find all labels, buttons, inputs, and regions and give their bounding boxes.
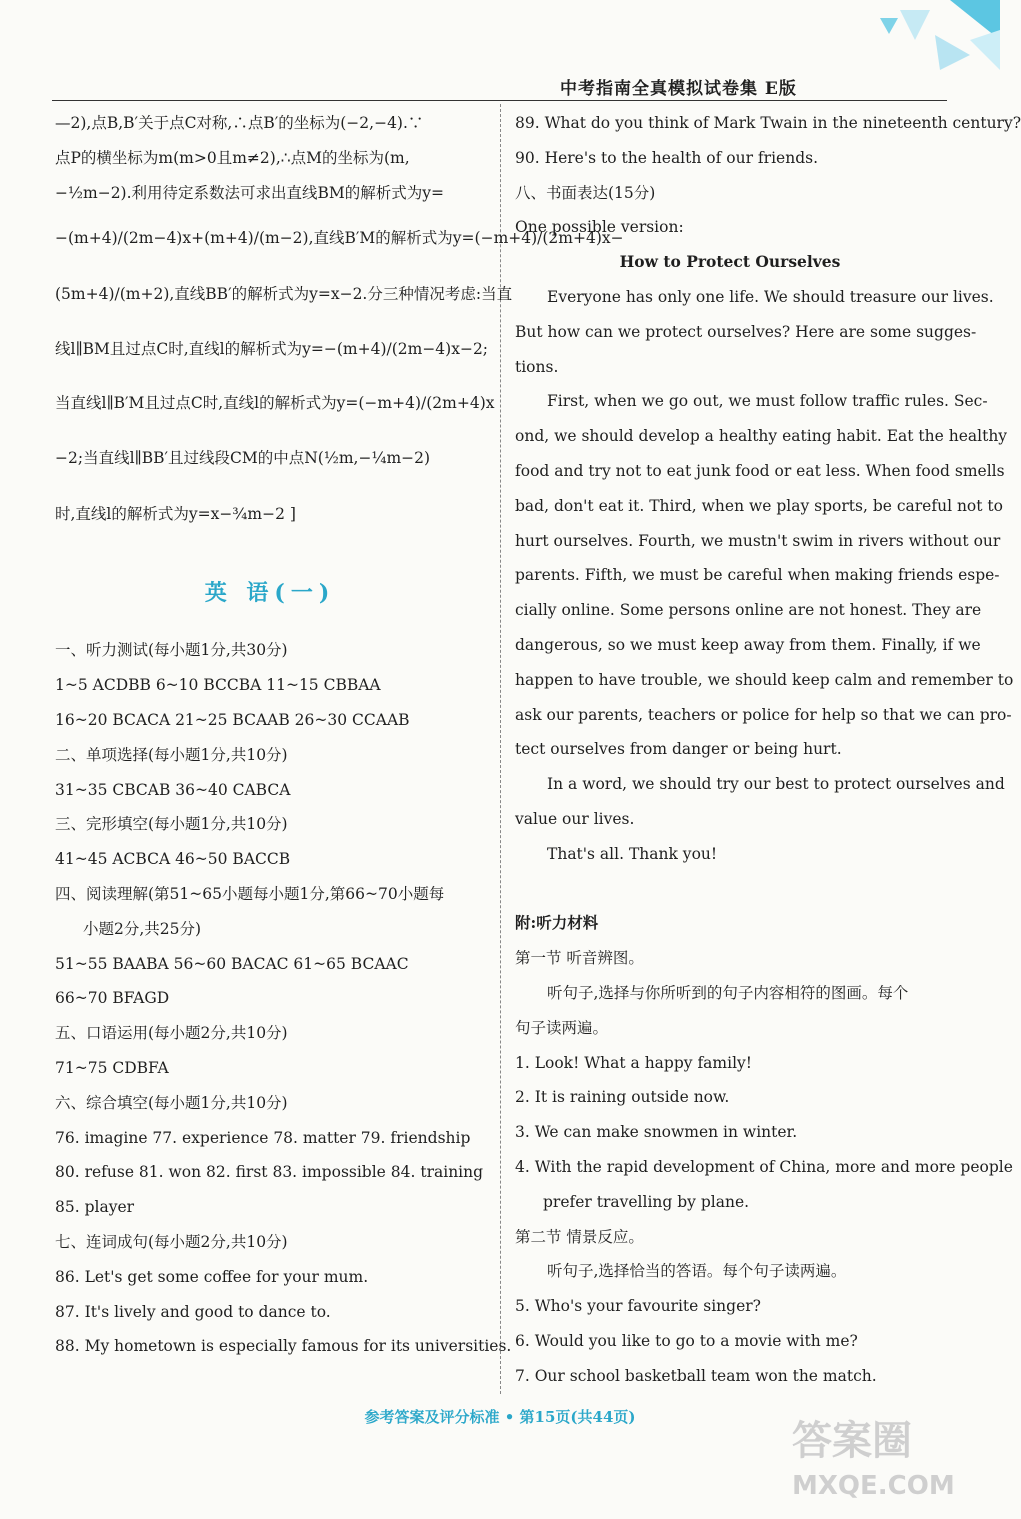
header-rule <box>52 100 947 101</box>
running-header: 中考指南全真模拟试卷集 E版 <box>560 79 797 99</box>
right-text-line: 6. Would you like to go to a movie with me? <box>515 1331 858 1350</box>
right-text-line: 3. We can make snowmen in winter. <box>515 1123 798 1142</box>
right-text-line: 90. Here's to the health of our friends. <box>515 148 818 167</box>
answer-line: 87. It's lively and good to dance to. <box>55 1302 331 1321</box>
right-text-line: dangerous, so we must keep away from them. Finally, if we <box>515 635 981 654</box>
answer-line: 小题2分,共25分) <box>83 919 202 938</box>
right-text-line: Everyone has only one life. We should treasure our lives. <box>547 287 994 306</box>
answer-line: 四、阅读理解(第51~65小题每小题1分,第66~70小题每 <box>55 884 445 903</box>
page-footer: 参考答案及评分标准 • 第15页(共44页) <box>364 1408 636 1426</box>
right-text-line: 句子读两遍。 <box>515 1018 609 1037</box>
right-text-line: hurt ourselves. Fourth, we mustn't swim in rivers without our <box>515 531 1001 550</box>
math-line-2: 点P的横坐标为m(m>0且m≠2),∴点M的坐标为(m, <box>55 148 410 167</box>
right-text-line: ond, we should develop a healthy eating habit. Eat the healthy <box>515 427 1008 446</box>
answer-line: 85. player <box>55 1198 135 1217</box>
right-text-line: tect ourselves from danger or being hurt. <box>515 740 842 759</box>
right-text-line: That's all. Thank you! <box>547 844 718 863</box>
right-text-line: 八、书面表达(15分) <box>515 183 656 202</box>
right-text-list <box>515 106 1021 1393</box>
right-text-line: happen to have trouble, we should keep calm and remember to <box>515 670 1014 689</box>
answer-line: 二、单项选择(每小题1分,共10分) <box>55 745 288 764</box>
math-line-4: −(m+4)/(2m−4)x+(m+4)/(m−2),直线B′M的解析式为y=(−m+4)/(2m+4)x− <box>55 229 624 248</box>
right-text-line: parents. Fifth, we must be careful when making friends espe- <box>515 566 1000 585</box>
right-text-line: 2. It is raining outside now. <box>515 1088 730 1107</box>
right-text-line: 89. What do you think of Mark Twain in the nineteenth century? <box>515 114 1021 132</box>
right-text-line: value our lives. <box>515 809 635 828</box>
answer-line: 66~70 BFAGD <box>55 989 170 1008</box>
right-text-line: 听句子,选择恰当的答语。每个句子读两遍。 <box>547 1262 847 1281</box>
answer-line: 六、综合填空(每小题1分,共10分) <box>55 1093 288 1112</box>
right-text-line: In a word, we should try our best to protect ourselves and <box>547 775 1005 794</box>
right-text-line: cially online. Some persons online are not honest. They are <box>515 601 982 620</box>
right-text-line: 1. Look! What a happy family! <box>515 1053 753 1072</box>
right-column <box>515 106 1021 1393</box>
math-line-7: 当直线l∥B′M且过点C时,直线l的解析式为y=(−m+4)/(2m+4)x <box>55 394 495 413</box>
right-text-line: 7. Our school basketball team won the match. <box>515 1366 877 1385</box>
answer-line: 76. imagine 77. experience 78. matter 79. friendship <box>55 1128 471 1147</box>
answer-line: 七、连词成句(每小题2分,共10分) <box>55 1232 288 1251</box>
watermark-line1: 答案圈 <box>792 1418 912 1464</box>
answer-line: 51~55 BAABA 56~60 BACAC 61~65 BCAAC <box>55 954 409 973</box>
answer-line: 一、听力测试(每小题1分,共30分) <box>55 641 288 660</box>
right-text-line: One possible version: <box>515 218 684 237</box>
answer-line: 16~20 BCACA 21~25 BCAAB 26~30 CCAAB <box>55 710 410 729</box>
math-line-5: (5m+4)/(m+2),直线BB′的解析式为y=x−2.分三种情况考虑:当直 <box>55 285 513 304</box>
right-text-line: How to Protect Ourselves <box>619 252 841 272</box>
answer-line: 三、完形填空(每小题1分,共10分) <box>55 815 288 834</box>
math-line-6: 线l∥BM且过点C时,直线l的解析式为y=−(m+4)/(2m−4)x−2; <box>55 340 489 359</box>
right-text-line: bad, don't eat it. Third, when we play sports, be careful not to <box>515 496 1003 515</box>
right-text-line <box>515 872 945 907</box>
answer-line: 86. Let's get some coffee for your mum. <box>55 1267 369 1286</box>
math-line-3: −½m−2).利用待定系数法可求出直线BM的解析式为y= <box>55 183 445 202</box>
answer-line: 41~45 ACBCA 46~50 BACCB <box>55 850 291 869</box>
corner-triangle-decoration <box>840 0 1000 90</box>
answer-line: 五、口语运用(每小题2分,共10分) <box>55 1024 288 1043</box>
right-text-line: 第一节 听音辨图。 <box>515 949 644 968</box>
answer-line: 31~35 CBCAB 36~40 CABCA <box>55 780 291 799</box>
answer-list <box>55 633 512 1364</box>
math-line-8: −2;当直线l∥BB′且过线段CM的中点N(½m,−¼m−2) <box>55 449 431 468</box>
section-title: 英 语(一) <box>204 580 336 607</box>
answer-line: 88. My hometown is especially famous for its universities. <box>55 1337 512 1356</box>
answer-line: 1~5 ACDBB 6~10 BCCBA 11~15 CBBAA <box>55 676 381 695</box>
right-text-line: prefer travelling by plane. <box>543 1192 750 1211</box>
right-text-line: 第二节 情景反应。 <box>515 1227 644 1246</box>
answer-line: 71~75 CDBFA <box>55 1058 169 1077</box>
right-text-line: ask our parents, teachers or police for help so that we can pro- <box>515 705 1012 724</box>
right-text-line: 听句子,选择与你所听到的句子内容相符的图画。每个 <box>547 983 909 1002</box>
right-text-line: 附:听力材料 <box>515 913 599 933</box>
watermark-line2: MXQE.COM <box>792 1471 955 1501</box>
right-text-line: 4. With the rapid development of China, more and more people <box>515 1157 1013 1176</box>
right-text-line: 5. Who's your favourite singer? <box>515 1297 761 1316</box>
math-line-1: —2),点B,B′关于点C对称,∴点B′的坐标为(−2,−4).∵ <box>55 114 424 132</box>
watermark-logo <box>782 1399 982 1509</box>
math-line-9: 时,直线l的解析式为y=x−¾m−2 ] <box>55 505 296 524</box>
answer-line: 80. refuse 81. won 82. first 83. impossible 84. training <box>55 1163 484 1182</box>
right-text-line: food and try not to eat junk food or eat less. When food smells <box>515 461 1005 480</box>
right-text-line: But how can we protect ourselves? Here are some sugges- <box>515 322 977 341</box>
right-text-line: First, when we go out, we must follow traffic rules. Sec- <box>547 392 988 411</box>
right-text-line: tions. <box>515 357 559 376</box>
